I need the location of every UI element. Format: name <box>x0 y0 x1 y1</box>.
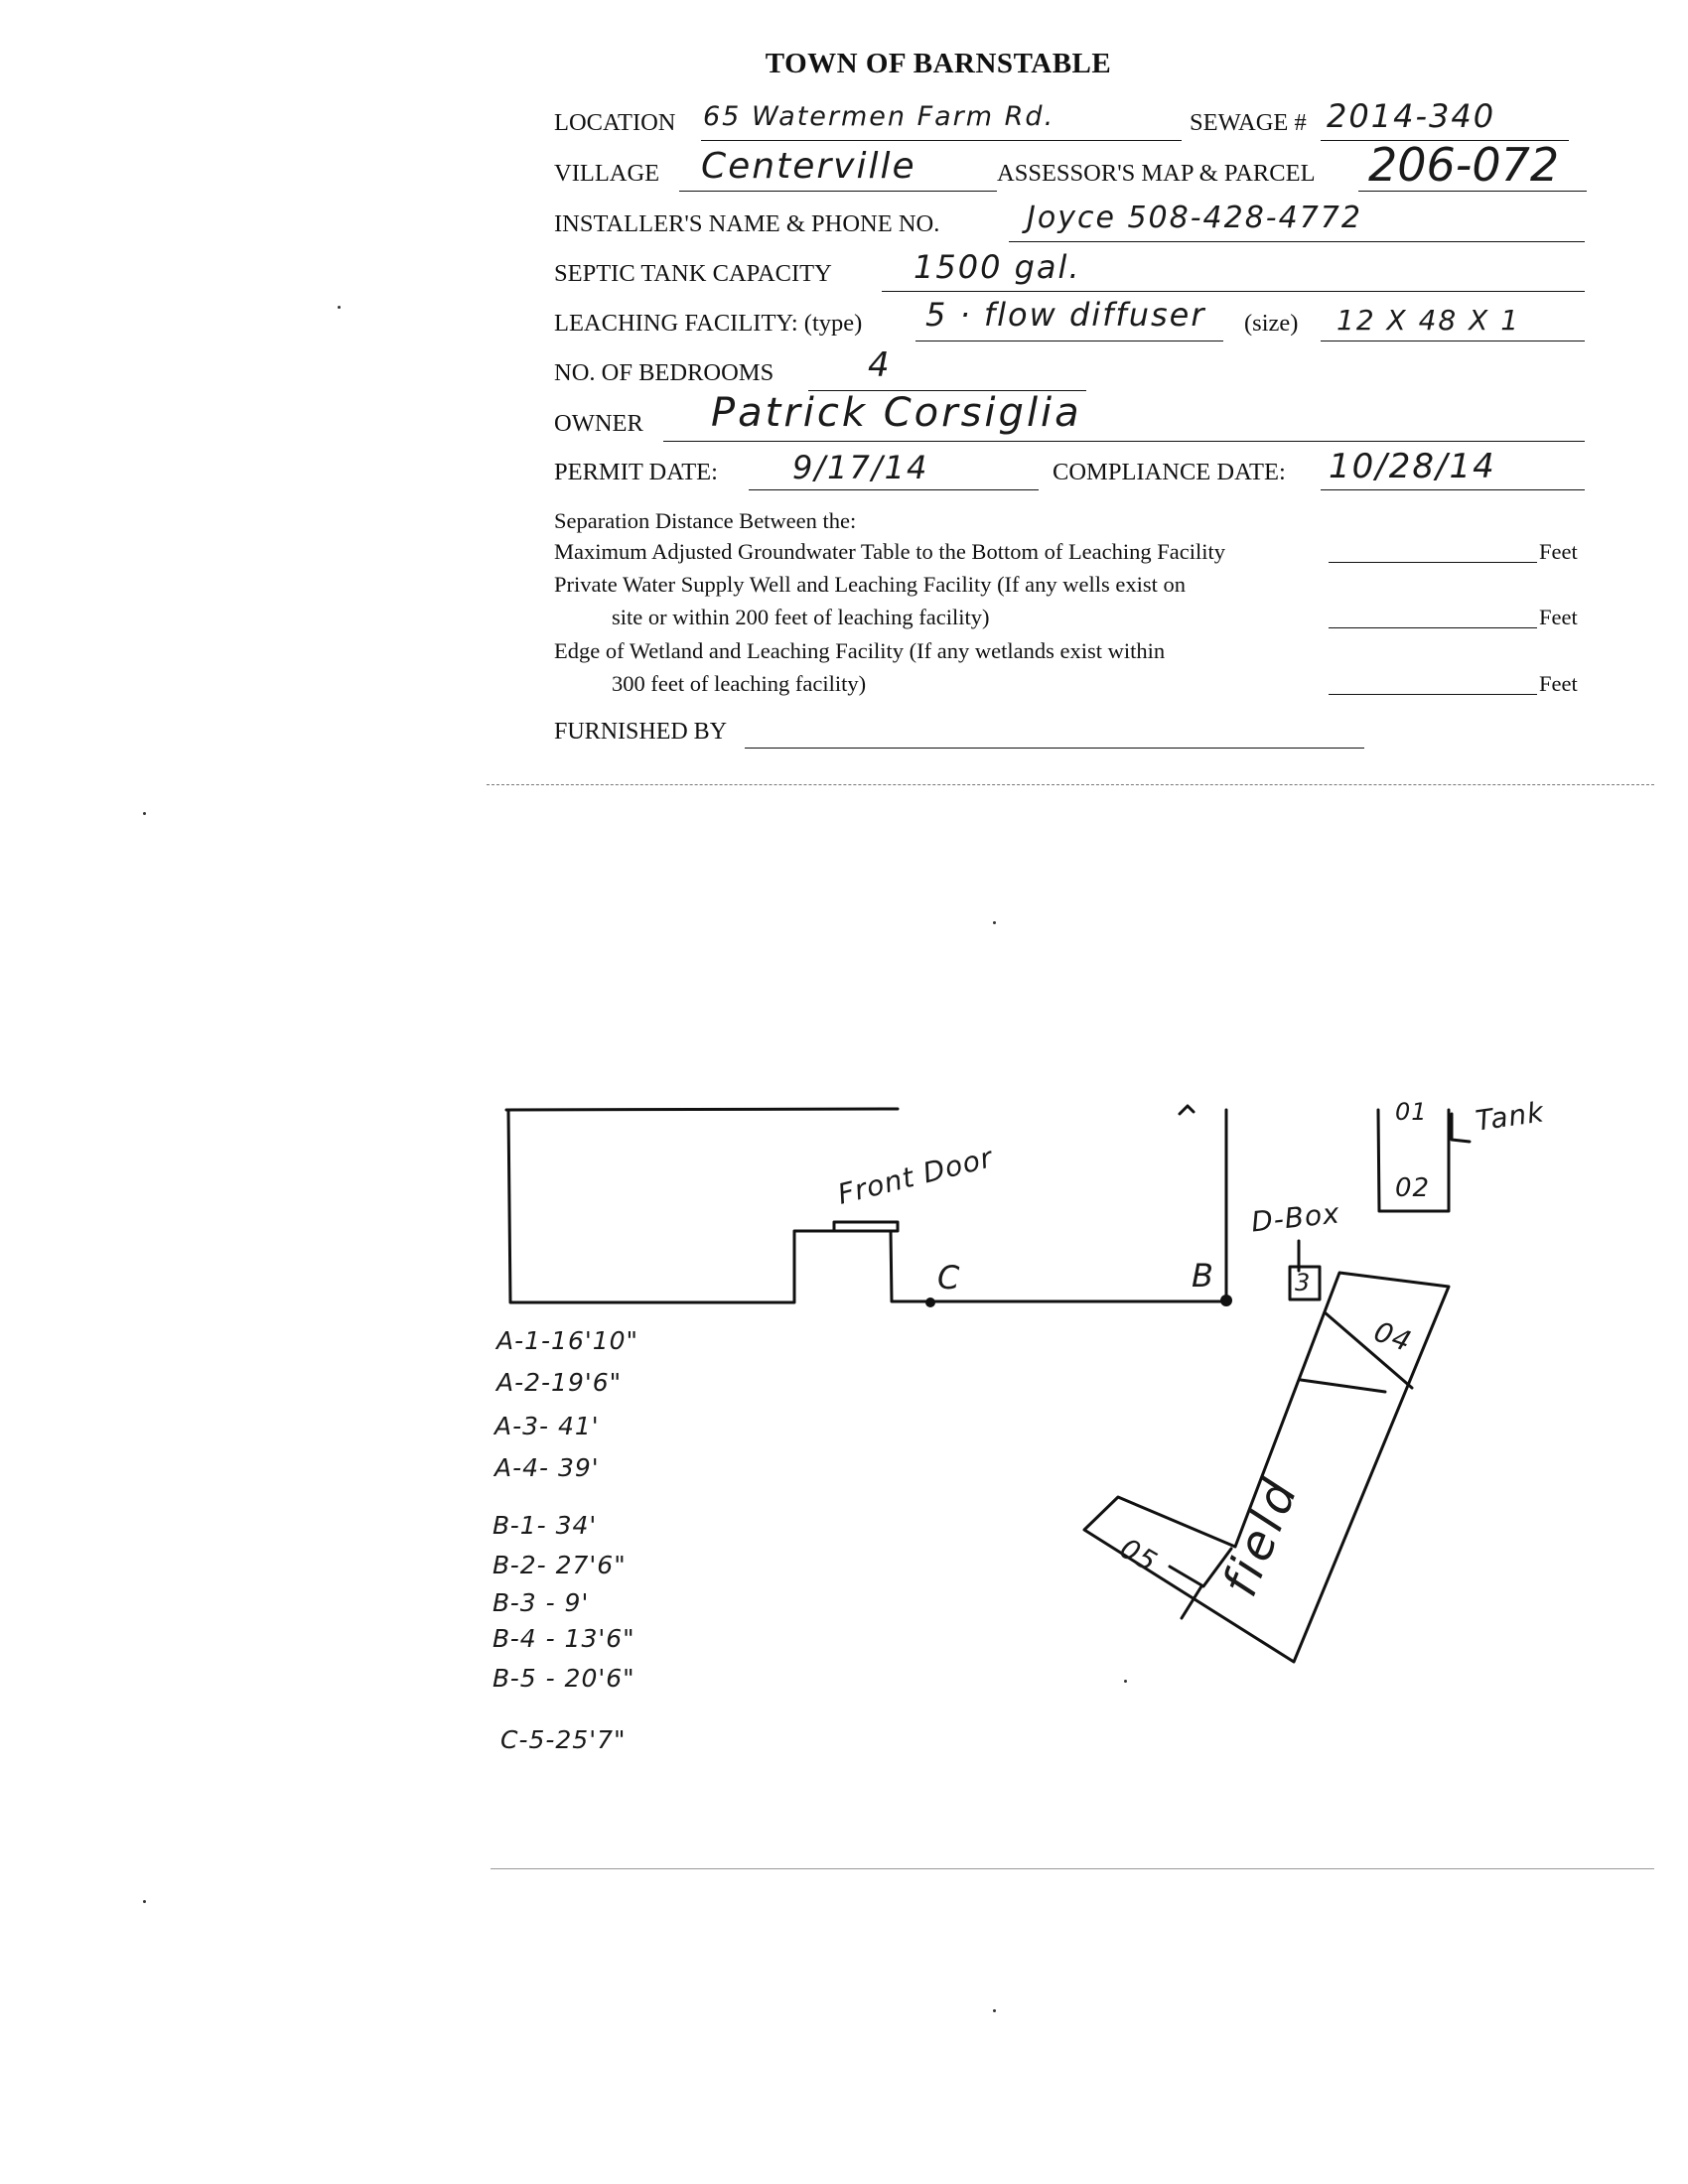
house-corner-mark <box>1180 1106 1194 1114</box>
separation-item-well: Private Water Supply Well and Leaching Facility (If any wells exist on <box>554 572 1187 597</box>
sewage-label: SEWAGE # <box>1190 109 1307 136</box>
dbox-number: 3 <box>1295 1269 1311 1297</box>
owner-value: Patrick Corsiglia <box>711 390 1082 436</box>
measurement-a4: A-4- 39' <box>494 1453 600 1482</box>
village-line <box>679 191 997 192</box>
sewage-value: 2014-340 <box>1327 97 1496 135</box>
measurement-a3: A-3- 41' <box>494 1412 600 1440</box>
scan-speck <box>1124 1680 1127 1683</box>
tank-number: 02 <box>1395 1173 1431 1203</box>
permit-line <box>749 489 1039 490</box>
point-b-dot <box>1220 1295 1232 1306</box>
tank-label: SEPTIC TANK CAPACITY <box>554 260 832 287</box>
tank-line <box>882 291 1585 292</box>
permit-label: PERMIT DATE: <box>554 459 718 485</box>
field-divider-4 <box>1182 1586 1201 1618</box>
separation-item-groundwater: Maximum Adjusted Groundwater Table to the Bottom of Leaching Facility <box>554 539 1226 564</box>
scan-speck <box>143 1900 146 1903</box>
furnished-line <box>745 748 1364 749</box>
well-feet-line <box>1329 627 1537 628</box>
bedrooms-value: 4 <box>868 345 892 385</box>
separation-heading: Separation Distance Between the: <box>554 508 857 533</box>
tank-pointer <box>1452 1114 1470 1142</box>
measurement-b1: B-1- 34' <box>492 1511 598 1540</box>
tank-top-number: 01 <box>1395 1098 1428 1126</box>
field-word-label: field <box>1211 1469 1310 1604</box>
owner-line <box>663 441 1585 442</box>
tank-value: 1500 gal. <box>914 248 1081 286</box>
leaching-value: 5 · flow diffuser <box>925 296 1206 334</box>
measurement-a2: A-2-19'6" <box>496 1368 623 1397</box>
house-top-wall <box>506 1109 898 1110</box>
front-door-label: Front Door <box>834 1141 997 1211</box>
scan-divider-top <box>487 784 1654 785</box>
point-b-label: B <box>1192 1257 1214 1295</box>
compliance-line <box>1321 489 1585 490</box>
scan-divider-bottom <box>491 1868 1654 1869</box>
scan-speck <box>143 812 146 815</box>
leaching-label: LEACHING FACILITY: (type) <box>554 310 863 337</box>
assessor-value: 206-072 <box>1368 138 1560 192</box>
measurement-b4: B-4 - 13'6" <box>492 1624 635 1653</box>
installer-value: Joyce 508-428-4772 <box>1027 201 1362 235</box>
scan-speck <box>338 306 341 309</box>
separation-item-wetland-cont: 300 feet of leaching facility) <box>612 671 867 696</box>
measurement-a1: A-1-16'10" <box>496 1326 639 1355</box>
permit-value: 9/17/14 <box>792 449 929 486</box>
size-label: (size) <box>1244 310 1299 337</box>
size-value: 12 X 48 X 1 <box>1336 304 1521 337</box>
separation-item-well-cont: site or within 200 feet of leaching facility) <box>612 605 990 629</box>
tank-label: Tank <box>1474 1095 1547 1138</box>
separation-item-wetland: Edge of Wetland and Leaching Facility (If any wetlands exist within <box>554 638 1166 663</box>
village-label: VILLAGE <box>554 160 660 187</box>
point-c-dot <box>925 1297 935 1307</box>
scan-speck <box>993 921 996 924</box>
measurement-b5: B-5 - 20'6" <box>492 1664 635 1693</box>
measurement-b3: B-3 - 9' <box>492 1588 590 1617</box>
owner-label: OWNER <box>554 410 643 437</box>
furnished-label: FURNISHED BY <box>554 719 728 745</box>
front-door-step <box>834 1222 898 1231</box>
point-c-label: C <box>937 1259 961 1297</box>
groundwater-feet-unit: Feet <box>1539 539 1578 564</box>
scan-speck <box>993 2009 996 2012</box>
field-divider-2 <box>1301 1380 1385 1392</box>
compliance-value: 10/28/14 <box>1329 447 1496 486</box>
well-feet-unit: Feet <box>1539 605 1578 629</box>
groundwater-feet-line <box>1329 562 1537 563</box>
installer-line <box>1009 241 1585 242</box>
location-value: 65 Watermen Farm Rd. <box>703 101 1055 132</box>
house-outline <box>508 1110 1226 1302</box>
dbox-label: D-Box <box>1249 1196 1342 1239</box>
wetland-feet-line <box>1329 694 1537 695</box>
bedrooms-label: NO. OF BEDROOMS <box>554 359 774 386</box>
measurement-c5: C-5-25'7" <box>500 1725 627 1754</box>
installer-label: INSTALLER'S NAME & PHONE NO. <box>554 210 940 237</box>
location-label: LOCATION <box>554 109 676 136</box>
assessor-label: ASSESSOR'S MAP & PARCEL <box>997 160 1316 187</box>
compliance-label: COMPLIANCE DATE: <box>1053 459 1286 485</box>
page-title: TOWN OF BARNSTABLE <box>765 48 1112 79</box>
location-line <box>701 140 1182 141</box>
field-04-label: 04 <box>1369 1314 1417 1359</box>
measurement-b2: B-2- 27'6" <box>492 1551 627 1579</box>
wetland-feet-unit: Feet <box>1539 671 1578 696</box>
field-05-label: 05 <box>1114 1531 1164 1579</box>
village-value: Centerville <box>701 146 916 187</box>
